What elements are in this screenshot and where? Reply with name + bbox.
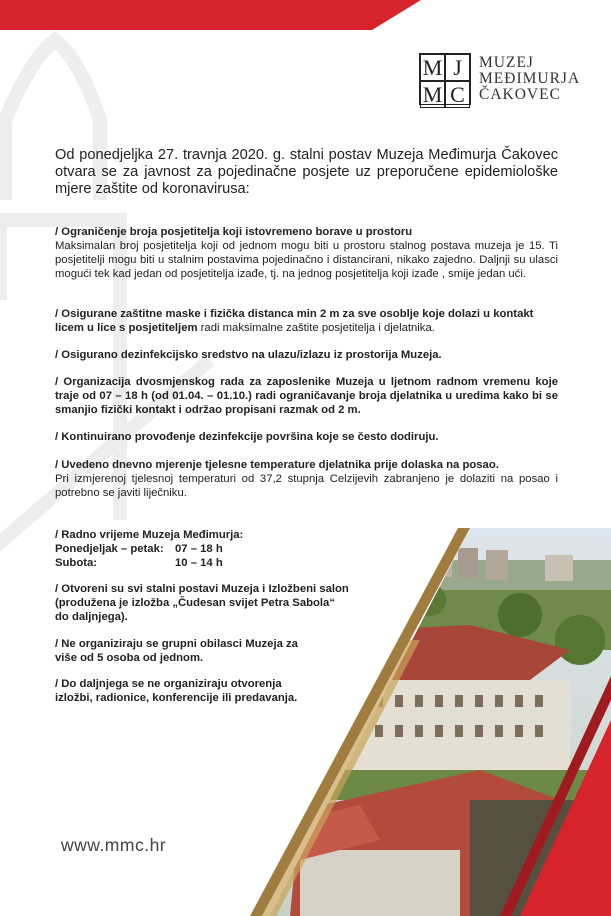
section-heading: / Kontinuirano provođenje dezinfekcije površina koje se često dodiruju. [55,431,439,443]
logo-text [479,55,580,103]
hours-day: Ponedjeljak – petak: [55,543,164,555]
section-heading: / Osigurane zaštitne maske i fizička distanca min 2 m za sve osoblje koje dolazi u kontakt licem u lice s posjetiteljem [55,308,534,334]
logo-line: ČAKOVEC [479,86,561,103]
section-text: Pri izmjerenoj tjelesnoj temperaturi od 37,2 stupnja Celzijevih zabranjeno je dolaziti na posao i potrebno se javiti liječniku. [55,473,558,499]
section-heading: / Ograničenje broja posjetitelja koji istovremeno borave u prostoru [55,226,413,238]
section-temperature [55,458,558,500]
logo-letter: M [420,54,445,81]
logo-line: MUZEJ [479,54,534,71]
section-heading: / Radno vrijeme Muzeja Međimurja: [55,529,244,541]
hours-table [55,542,355,570]
hours-day: Subota: [55,557,98,569]
section-text: radi maksimalne zaštite posjetitelja i djelatnika. [197,322,435,334]
website-link[interactable]: www.mmc.hr [61,835,167,855]
section-shifts [55,375,558,417]
logo-letter: J [445,54,470,81]
section-masks [55,307,558,335]
section-heading: / Osigurano dezinfekcijsko sredstvo na ulazu/izlazu iz prostorija Muzeja. [55,349,442,361]
section-heading: / Organizacija dvosmjenskog rada za zaposlenike Muzeja u ljetnom radnom vremenu koje traje od 07 – 18 h (od 01.04. – 01.10.) radi ograničavanje broja djelatnika u uredima kako bi se smanjio fizički kontakt i održao propisani razmak od 2 m. [55,376,558,416]
logo-letter: M [420,81,445,108]
section-disinfectant [55,348,558,362]
section-group-tours [55,637,305,665]
logo-line: MEĐIMURJA [479,70,581,87]
logo-mark [419,53,471,105]
logo-letter: C [445,81,470,108]
museum-logo [419,53,580,105]
section-heading: / Otvoreni su svi stalni postavi Muzeja i Izložbeni salon (produžena je izložba „Čudesan svijet Petra Sabola“ do daljnjega). [55,583,349,623]
section-heading: / Ne organiziraju se grupni obilasci Muzeja za više od 5 osoba od jednom. [55,638,298,664]
section-text: Maksimalan broj posjetitelja koji od jednom mogu biti u prostoru stalnog postava muzeja je 15. Ti posjetitelji mogu biti u stalnim postavima pojedinačno i distancirani, nikako zajedno. Daljnji su ulasci mogući tek kad jedan od posjetitelja izađe, tj. na jednog posjetitelja koji izađe , smije jedan ući. [55,240,558,280]
section-heading: / Do daljnjega se ne organiziraju otvorenja izložbi, radionice, konferencije ili predavanja. [55,678,298,704]
section-events [55,677,305,705]
intro-paragraph: Od ponedjeljka 27. travnja 2020. g. stalni postav Muzeja Međimurja Čakovec otvara se za javnost za pojedinačne posjete uz preporučene epidemiološke mjere zaštite od koronavirusa: [55,147,558,197]
section-heading: / Uvedeno dnevno mjerenje tjelesne temperature djelatnika prije dolaska na posao. [55,459,499,471]
section-surface-disinfection [55,430,558,444]
hours-time: 07 – 18 h [175,543,223,555]
top-red-band [0,0,421,30]
hours-time: 10 – 14 h [175,557,223,569]
section-opening-hours [55,528,355,570]
section-visitor-limit [55,225,558,281]
section-exhibitions [55,582,350,624]
